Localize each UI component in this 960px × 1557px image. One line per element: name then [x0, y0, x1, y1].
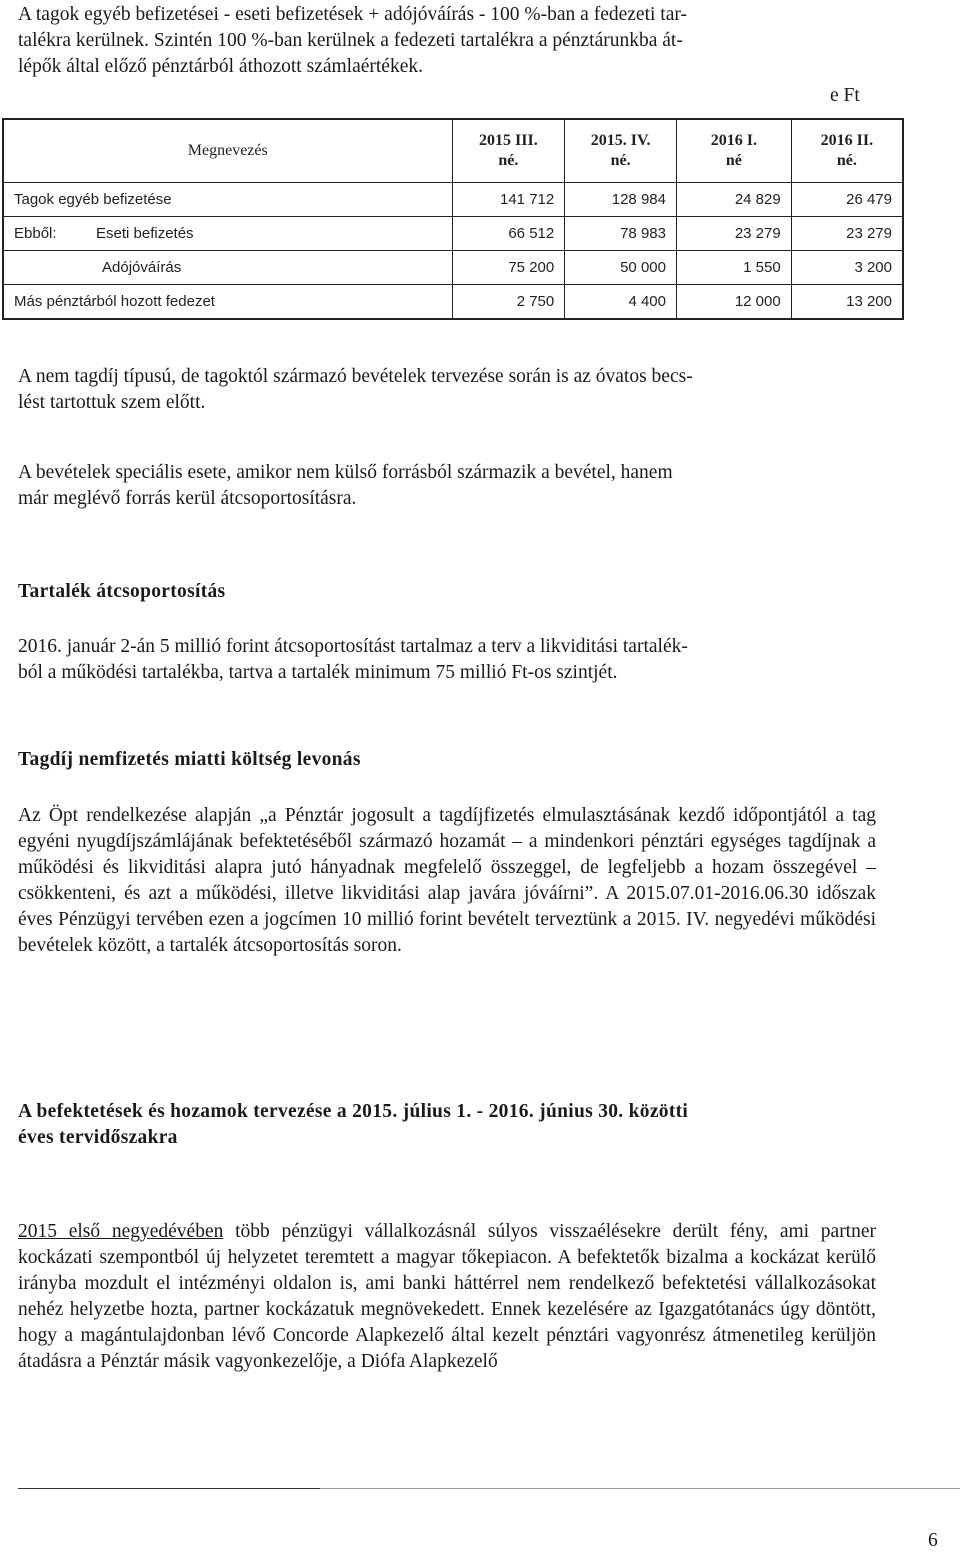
table-header-row: [3, 119, 903, 183]
paragraph-special-revenue: A bevételek speciális esete, amikor nem külső forrásból származik a bevétel, hanem már meglévő forrás kerül átcsoportosításra.: [18, 462, 673, 509]
table-cell: 50 000: [565, 251, 677, 285]
row-label: Ebből: Eseti befizetés: [3, 217, 452, 251]
intro-line-2: talékra kerülnek. Szintén 100 %-ban kerülnek a fedezeti tartalékra a pénztárunkba át-: [18, 30, 683, 51]
contributions-table: [2, 118, 904, 320]
table-cell: 26 479: [791, 183, 903, 217]
row-label: Más pénztárból hozott fedezet: [14, 293, 215, 310]
section-heading-fee-deduction: Tagdíj nemfizetés miatti költség levonás: [18, 749, 361, 770]
table-cell: 3 200: [791, 251, 903, 285]
column-header: 2015 III. né.: [452, 119, 565, 183]
column-header: 2016 I. né: [676, 119, 791, 183]
paragraph-reserve-regrouping: 2016. január 2-án 5 millió forint átcsoportosítást tartalmaz a terv a likviditási tartalék- ból a működési tartalékba, tartva a tartalék minimum 75 millió Ft-os szintjét.: [18, 636, 688, 683]
table-cell: 4 400: [565, 285, 677, 320]
column-header: 2016 II. né.: [791, 119, 903, 183]
paragraph-investments: 2015 első negyedévében több pénzügyi vállalkozásnál súlyos visszaélésekre derült fény, ami partner kockázati szempontból új helyzetet teremtett a magyar tőkepiacon. A befektetők bizalma a kockázat kerülő irányba mozdult el intézményi oldalon is, ami banki háttérrel nem rendelkező befektetési vállalkozásokat nehéz helyzetbe hozta, partner kockázatuk megnövekedett. Ennek kezelésére az Igazgatótanács úgy döntött, hogy a magántulajdonban lévő Concorde Alapkezelő által kezelt pénztári vagyonrész átmenetileg kerüljön átadásra a Pénztár másik vagyonkezelője, a Diófa Alapkezelő: [18, 1221, 876, 1372]
footer-divider: [18, 1488, 320, 1489]
intro-paragraph: [18, 2, 876, 80]
paragraph-fee-deduction: Az Öpt rendelkezése alapján „a Pénztár jogosult a tagdíjfizetés elmulasztásának kezdő időpontjától a tag egyéni nyugdíjszámlájának befektetéséből származó hozamát – a mindenkori pénztári egységes tagdíjnak a működési és likviditási alapra jutó hányadnak megfelelő összeggel, de legfeljebb a hozam összegével – csökkenteni, és azt a működési, illetve likviditási alap javára jóváírni”. A 2015.07.01-2016.06.30 időszak éves Pénzügyi tervében ezen a jogcímen 10 millió forint bevételt terveztünk a 2015. IV. negyedévi működési bevételek között, a tartalék átcsoportosítás soron.: [18, 805, 876, 956]
row-label: Adójóváírás: [3, 251, 452, 285]
footer-divider-light: [320, 1488, 960, 1489]
table-cell: 12 000: [676, 285, 791, 320]
column-header: 2015. IV. né.: [565, 119, 677, 183]
table-row: [3, 183, 903, 217]
underlined-phrase: 2015 első negyedévében: [18, 1221, 224, 1242]
table-row: [3, 217, 903, 251]
page-number: 6: [928, 1530, 938, 1551]
row-label: Tagok egyéb befizetése: [3, 183, 452, 217]
section-heading-investments: A befektetések és hozamok tervezése a 2015. július 1. - 2016. június 30. közötti éves tervidőszakra: [18, 1101, 689, 1148]
table-cell: 141 712: [452, 183, 565, 217]
table-row: [3, 285, 903, 320]
table-cell: 23 279: [791, 217, 903, 251]
table-row: [3, 251, 903, 285]
table-cell: 78 983: [565, 217, 677, 251]
unit-label: e Ft: [830, 85, 860, 106]
table-cell: 13 200: [791, 285, 903, 320]
intro-line-3: lépők által előző pénztárból áthozott számlaértékek.: [18, 56, 423, 77]
intro-line-1: A tagok egyéb befizetései - eseti befizetések + adójóváírás - 100 %-ban a fedezeti tar-: [18, 4, 687, 25]
table-cell: 66 512: [452, 217, 565, 251]
table-cell: 128 984: [565, 183, 677, 217]
table-cell: 24 829: [676, 183, 791, 217]
column-header-name: Megnevezés: [3, 119, 452, 183]
section-heading-reserve-regrouping: Tartalék átcsoportosítás: [18, 581, 226, 602]
table-cell: 75 200: [452, 251, 565, 285]
row-prefix: Ebből:: [14, 225, 57, 242]
table-cell: 23 279: [676, 217, 791, 251]
table-cell: 1 550: [676, 251, 791, 285]
table-cell: 2 750: [452, 285, 565, 320]
paragraph-prudent-estimate: A nem tagdíj típusú, de tagoktól származó bevételek tervezése során is az óvatos becs- lést tartottuk szem előtt.: [18, 366, 693, 413]
